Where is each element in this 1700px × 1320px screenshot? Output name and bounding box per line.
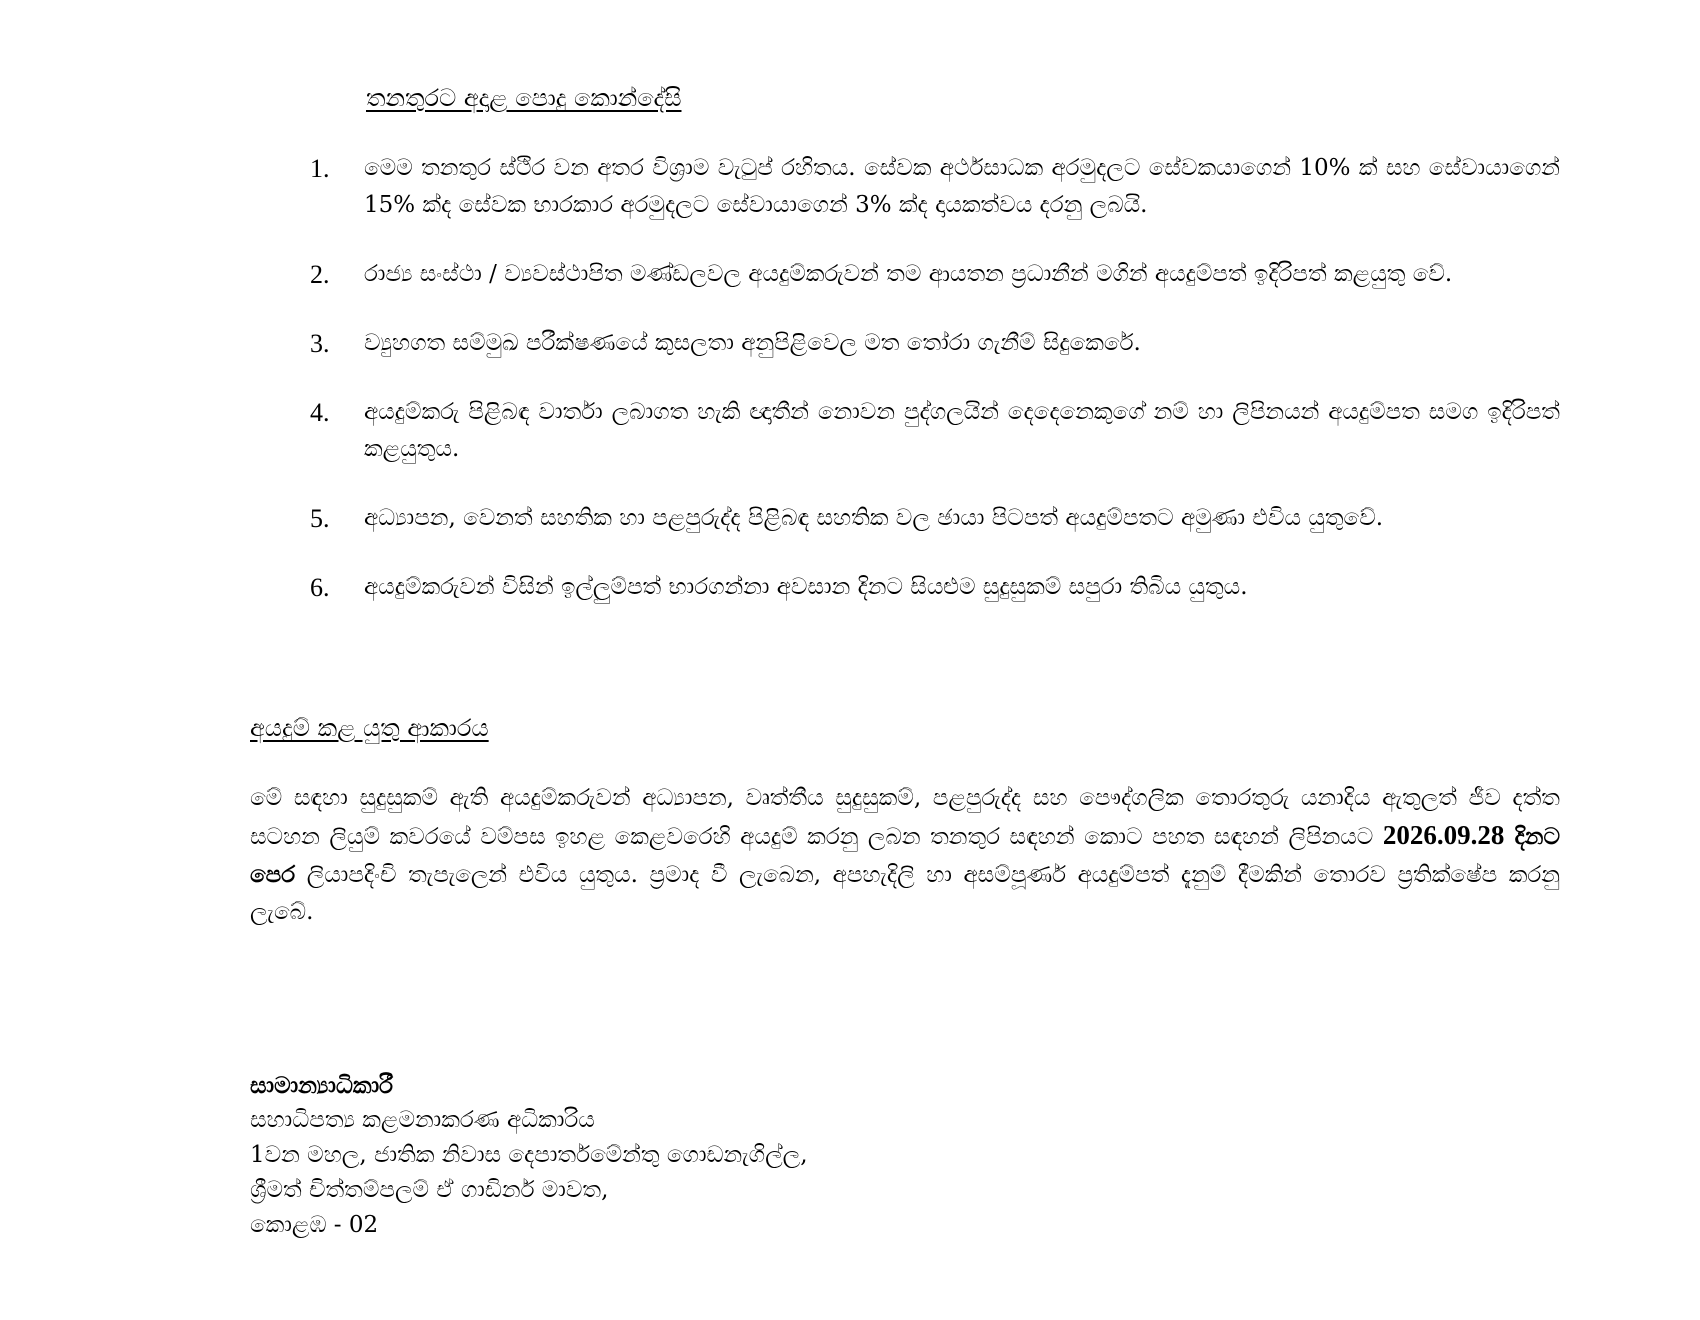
application-text-after: ලියාපදිංචි තැපැලෙන් එවිය යුතුය. ප්‍රමාද වී ලැබෙන, අපහැදිලි හා අසම්පූර්ණ අයදුම්පත් දැනුම් දීමකින් තොරව ප්‍රතික්ෂේප කරනු ලැබේ. xyxy=(250,862,1560,925)
address-line-4: කොළඹ - 02 xyxy=(250,1212,379,1238)
condition-text: මෙම තනතුර ස්ථිර වන අතර විශ්‍රාම වැටුප් රහිතය. සේවක අර්ථසාධක අරමුදලට සේවකයාගෙන් 10% ක් සහ සේවායාගෙන් 15% ක්ද සේවක භාරකාර අරමුදලට සේවායාගෙන් 3% ක්ද දායකත්වය දරනු ලබයි. xyxy=(364,155,1560,218)
condition-number: 1. xyxy=(310,154,330,183)
application-paragraph xyxy=(250,780,1560,931)
condition-number: 4. xyxy=(310,398,330,427)
conditions-heading: තනතුරට අදාළ පොදු කොන්දේසි xyxy=(366,84,682,112)
address-title: සාමාන්‍යාධිකාරී xyxy=(250,1072,394,1099)
deadline-suffix: දිනට පෙර xyxy=(250,823,1560,888)
condition-item xyxy=(300,150,1560,224)
condition-number: 2. xyxy=(310,260,330,289)
address-line-2: 1වන මහල, ජාතික නිවාස දෙපාර්තමේන්තු ගොඩනැගිල්ල, xyxy=(250,1142,808,1168)
condition-text: අයදුම්කරුවන් විසින් ඉල්ලුම්පත් භාරගන්නා අවසාන දිනට සියළුම සුදුසුකම් සපුරා තිබිය යුතුය. xyxy=(364,574,1248,600)
address-line-3: ශ්‍රීමත් චිත්තම්පලම් ඒ ගාඩිනර් මාවත, xyxy=(250,1177,609,1203)
condition-text: ව්‍යුහගත සම්මුඛ පරීක්ෂණයේ කුසලතා අනුපිළිවෙල මත තෝරා ගැනීම් සිදුකෙරේ. xyxy=(364,330,1141,356)
condition-text: රාජ්‍ය සංස්ථා / ව්‍යවස්ථාපිත මණ්ඩලවල අයදුම්කරුවන් තම ආයතන ප්‍රධානීන් මගින් අයදුම්පත් ඉදිරිපත් කළයුතු වේ. xyxy=(364,261,1453,287)
deadline-date: 2026.09.28 xyxy=(1382,820,1505,850)
condition-item xyxy=(300,325,1560,362)
address-block xyxy=(250,1068,808,1243)
condition-item xyxy=(300,256,1560,293)
application-text-before: මේ සඳහා සුදුසුකම් ඇති අයදුම්කරුවන් අධ්‍යාපන, වෘත්තීය සුදුසුකම්, පළපුරුද්ද සහ පෞද්ගලික තොරතුරු යනාදිය ඇතුලත් ජීව දත්ත සටහන ලියුම් කවරයේ වම්පස ඉහළ කෙළවරෙහි අයදුම් කරනු ලබන තනතුර සඳහන් කොට පහත සඳහන් ලිපිනයට xyxy=(250,785,1560,850)
condition-item xyxy=(300,394,1560,468)
condition-number: 6. xyxy=(310,573,330,602)
condition-text: අයදුම්කරු පිළිබඳ වාර්තා ලබාගත හැකි ඥාතීන් නොවන පුද්ගලයින් දෙදෙනෙකුගේ නම් හා ලිපිනයන් අයදුම්පත සමග ඉදිරිපත් කළයුතුය. xyxy=(364,399,1560,462)
condition-number: 3. xyxy=(310,329,330,358)
condition-item xyxy=(300,500,1560,537)
application-heading: අයදුම් කළ යුතු ආකාරය xyxy=(250,714,489,742)
condition-text: අධ්‍යාපන, වෙනත් සහතික හා පළපුරුද්ද පිළිබඳ සහතික වල ඡායා පිටපත් අයදුම්පතට අමුණා එවිය යුතුවේ. xyxy=(364,505,1384,531)
condition-item xyxy=(300,569,1560,606)
address-line-1: සහාධිපත්‍ය කළමනාකරණ අධිකාරිය xyxy=(250,1107,595,1133)
conditions-list xyxy=(300,150,1560,638)
condition-number: 5. xyxy=(310,504,330,533)
